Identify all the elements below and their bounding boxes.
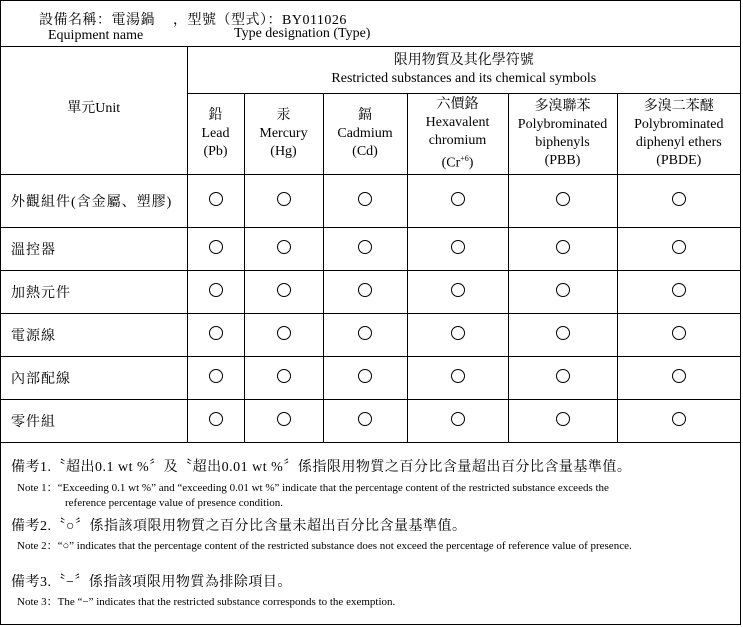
- substance-en: Cadmium: [337, 126, 393, 141]
- not-exceeding-circle-icon: [209, 326, 223, 340]
- compliance-cell: [508, 271, 617, 314]
- compliance-cell: [617, 314, 740, 357]
- compliance-cell: [508, 175, 617, 228]
- substance-zh: 鉛: [208, 108, 223, 123]
- not-exceeding-circle-icon: [209, 412, 223, 426]
- compliance-cell: [407, 314, 508, 357]
- substance-zh: 鎘: [358, 108, 372, 123]
- not-exceeding-circle-icon: [451, 192, 465, 206]
- compliance-cell: [617, 271, 740, 314]
- compliance-cell: [617, 228, 740, 271]
- not-exceeding-circle-icon: [556, 369, 570, 383]
- compliance-cell: [187, 175, 244, 228]
- compliance-cell: [407, 357, 508, 400]
- substance-en: Mercury: [259, 126, 308, 141]
- type-designation-zh: ，型號（型式）：BY011026: [173, 13, 347, 28]
- substance-header-pbde: [617, 94, 740, 175]
- compliance-cell: [244, 400, 323, 443]
- table-row: [1, 175, 740, 228]
- substance-en: diphenyl ethers: [635, 135, 722, 150]
- note-1-zh: 備考1.〝超出0.1 wt %〞及〝超出0.01 wt %〞係指限用物質之百分比含量超出百分比含量基準值。: [11, 460, 632, 475]
- note-2-zh: 備考2.〝○〞係指該項限用物質之百分比含量未超出百分比含量基準值。: [11, 519, 467, 534]
- restricted-substances-header: [187, 47, 740, 94]
- compliance-cell: [508, 400, 617, 443]
- unit-name: 溫控器: [1, 228, 187, 271]
- equipment-name-zh: 設備名稱：電湯鍋: [39, 13, 155, 28]
- table-row: [1, 314, 740, 357]
- not-exceeding-circle-icon: [672, 326, 686, 340]
- not-exceeding-circle-icon: [277, 283, 291, 297]
- table-row: [1, 228, 740, 271]
- unit-name: 加熱元件: [1, 271, 187, 314]
- compliance-cell: [407, 228, 508, 271]
- not-exceeding-circle-icon: [358, 412, 372, 426]
- not-exceeding-circle-icon: [277, 369, 291, 383]
- not-exceeding-circle-icon: [672, 369, 686, 383]
- note-3-en: Note 3：The “−” indicates that the restricted substance corresponds to the exemption.: [17, 596, 396, 608]
- substance-en: chromium: [428, 132, 487, 148]
- not-exceeding-circle-icon: [358, 369, 372, 383]
- compliance-cell: [323, 175, 407, 228]
- not-exceeding-circle-icon: [277, 326, 291, 340]
- compliance-cell: [323, 271, 407, 314]
- substance-zh: 汞: [276, 108, 291, 123]
- not-exceeding-circle-icon: [209, 240, 223, 254]
- restricted-substances-table: [1, 47, 740, 443]
- not-exceeding-circle-icon: [209, 369, 223, 383]
- not-exceeding-circle-icon: [451, 326, 465, 340]
- compliance-cell: [617, 175, 740, 228]
- compliance-cell: [617, 400, 740, 443]
- not-exceeding-circle-icon: [556, 240, 570, 254]
- not-exceeding-circle-icon: [451, 369, 465, 383]
- compliance-cell: [508, 314, 617, 357]
- compliance-cell: [323, 228, 407, 271]
- substance-en: Polybrominated: [517, 117, 608, 132]
- not-exceeding-circle-icon: [451, 283, 465, 297]
- compliance-cell: [244, 175, 323, 228]
- substance-zh: 多溴聯苯: [534, 99, 591, 114]
- not-exceeding-circle-icon: [672, 240, 686, 254]
- not-exceeding-circle-icon: [672, 192, 686, 206]
- substance-en: Hexavalent: [425, 114, 490, 130]
- unit-name: 電源線: [1, 314, 187, 357]
- not-exceeding-circle-icon: [209, 283, 223, 297]
- not-exceeding-circle-icon: [358, 326, 372, 340]
- type-designation-en: Type designation (Type): [234, 26, 371, 41]
- substance-symbol: (Pb): [203, 144, 228, 159]
- compliance-cell: [187, 228, 244, 271]
- substance-header-hexavalent-chromium: [407, 94, 508, 175]
- restricted-header-en: Restricted substances and its chemical symbols: [331, 71, 597, 86]
- compliance-cell: [244, 228, 323, 271]
- unit-name: 外觀組件(含金屬、塑膠): [1, 175, 187, 228]
- not-exceeding-circle-icon: [451, 412, 465, 426]
- substance-zh: 多溴二苯醚: [643, 99, 714, 114]
- substance-symbol: $(Cr^{+6})$: [441, 153, 474, 171]
- restricted-header-zh: 限用物質及其化學符號: [393, 53, 534, 68]
- unit-column-header: 單元Unit: [1, 47, 187, 175]
- table-row: [1, 357, 740, 400]
- note-3-zh: 備考3.〝−〞係指該項限用物質為排除項目。: [11, 575, 292, 590]
- not-exceeding-circle-icon: [672, 283, 686, 297]
- not-exceeding-circle-icon: [209, 192, 223, 206]
- substance-symbol: (PBDE): [656, 153, 702, 168]
- substance-en: Lead: [201, 126, 230, 141]
- substance-zh: 六價鉻: [436, 96, 479, 112]
- not-exceeding-circle-icon: [451, 240, 465, 254]
- equipment-header: [1, 1, 740, 47]
- substance-symbol: (Cd): [352, 144, 378, 159]
- substance-header-lead: [187, 94, 244, 175]
- not-exceeding-circle-icon: [277, 412, 291, 426]
- substance-en: biphenyls: [535, 135, 590, 150]
- not-exceeding-circle-icon: [358, 283, 372, 297]
- not-exceeding-circle-icon: [556, 283, 570, 297]
- compliance-cell: [407, 271, 508, 314]
- substance-header-pbb: [508, 94, 617, 175]
- substance-en: Polybrominated: [634, 117, 724, 132]
- not-exceeding-circle-icon: [556, 412, 570, 426]
- compliance-cell: [508, 357, 617, 400]
- compliance-cell: [323, 357, 407, 400]
- compliance-cell: [617, 357, 740, 400]
- note-1-en: Note 1：“Exceeding 0.1 wt %” and “exceeding 0.01 wt %” indicate that the percentage content of the restricted substance exceeds the reference percentage value of presence condition.: [17, 482, 609, 509]
- substance-header-mercury: [244, 94, 323, 175]
- note-2-en: Note 2：“○” indicates that the percentage content of the restricted substance does not exceed the percentage of reference value of presence.: [17, 540, 632, 552]
- compliance-cell: [187, 357, 244, 400]
- compliance-cell: [323, 400, 407, 443]
- substance-symbol: (PBB): [544, 153, 581, 168]
- not-exceeding-circle-icon: [358, 192, 372, 206]
- not-exceeding-circle-icon: [277, 240, 291, 254]
- compliance-cell: [187, 400, 244, 443]
- substance-header-cadmium: [323, 94, 407, 175]
- compliance-cell: [323, 314, 407, 357]
- table-row: [1, 400, 740, 443]
- compliance-cell: [244, 314, 323, 357]
- table-row: [1, 271, 740, 314]
- compliance-cell: [187, 314, 244, 357]
- compliance-cell: [244, 357, 323, 400]
- not-exceeding-circle-icon: [556, 192, 570, 206]
- unit-name: 零件組: [1, 400, 187, 443]
- compliance-cell: [244, 271, 323, 314]
- not-exceeding-circle-icon: [277, 192, 291, 206]
- compliance-cell: [407, 175, 508, 228]
- equipment-name-en: Equipment name: [48, 28, 144, 43]
- substance-symbol: (Hg): [270, 144, 297, 159]
- not-exceeding-circle-icon: [672, 412, 686, 426]
- not-exceeding-circle-icon: [556, 326, 570, 340]
- compliance-cell: [187, 271, 244, 314]
- compliance-cell: [508, 228, 617, 271]
- compliance-cell: [407, 400, 508, 443]
- unit-name: 內部配線: [1, 357, 187, 400]
- not-exceeding-circle-icon: [358, 240, 372, 254]
